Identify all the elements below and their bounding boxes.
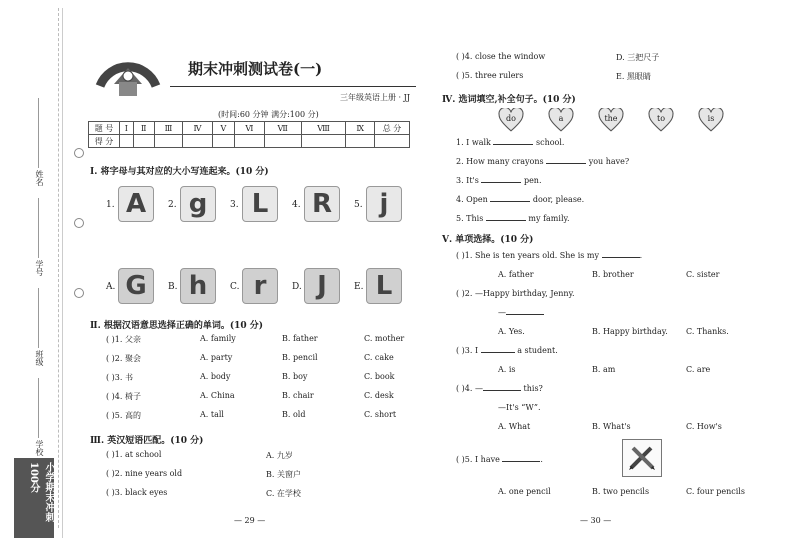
choice-a[interactable]: A. family [200,334,236,343]
fill-sentence [456,176,542,185]
letter-card[interactable]: r [242,268,278,304]
fill-sentence [456,214,570,223]
fill-sentence [456,195,584,204]
score-header-cell: Ⅴ [212,122,234,135]
score-input-cell[interactable] [301,135,346,148]
binding-hole [74,148,84,158]
item-number: 1. [106,200,115,210]
page-number-right: — 30 — [580,516,612,525]
title-rule [170,86,416,87]
word-heart[interactable] [548,108,574,132]
fill-sentence [456,138,564,147]
choice-c[interactable]: C. Thanks. [686,327,729,336]
mc-question [456,384,543,393]
question-end: . [540,455,543,464]
sentence-start: 3. It's [456,176,479,185]
phrase-item: ( )2. nine years old [106,469,183,478]
question-stem: ( )1. 父亲 [106,335,141,344]
binding-hole [74,218,84,228]
name-line [38,98,39,168]
phrase-item: ( )3. black eyes [106,488,168,497]
choice-a[interactable]: A. Yes. [498,327,525,336]
section1-upper-row [106,186,416,226]
word-heart[interactable] [698,108,724,132]
score-input-cell[interactable] [375,135,410,148]
letter-card[interactable]: A [118,186,154,222]
choice-a[interactable]: A. What [498,422,531,431]
score-header-cell: Ⅰ [120,122,134,135]
score-table [88,121,410,148]
phrase-option[interactable]: C. 在学校 [266,489,301,498]
score-value-row [89,135,410,148]
id-line [38,198,39,258]
choice-b[interactable]: B. Happy birthday. [592,327,668,336]
item-number: 3. [230,200,239,210]
choice-c[interactable]: C. are [686,365,711,374]
question-stem: ( )2. —Happy birthday, Jenny. [456,289,575,298]
word-text: to [656,114,666,123]
phrase-item: ( )1. at school [106,450,162,459]
phrase-item: ( )4. close the window [456,52,546,61]
sentence-start: 5. This [456,214,484,223]
choice-b[interactable]: B. old [282,410,306,419]
choice-b[interactable]: B. chair [282,391,314,400]
choice-c[interactable]: C. short [364,410,397,419]
question-end: this? [523,384,543,393]
option-label: C. [230,282,240,292]
score-row-label: 得 分 [89,135,120,148]
item-number: 4. [292,200,301,210]
score-input-cell[interactable] [346,135,375,148]
choice-a[interactable]: A. one pencil [498,487,551,496]
letter-card[interactable]: g [180,186,216,222]
section2-list [106,334,426,429]
dialog-line [498,308,544,317]
answer-blank[interactable] [481,352,515,353]
id-field-label: 学号 [35,260,44,276]
choice-c[interactable]: C. How's [686,422,722,431]
score-header-cell: 总 分 [375,122,410,135]
class-field-label: 班级 [35,350,44,366]
section1-lower-row [106,268,416,308]
score-header-cell: 题 号 [89,122,120,135]
score-input-cell[interactable] [154,135,183,148]
question-end: . [639,251,643,260]
choice-a[interactable]: A. tall [200,410,224,419]
answer-blank[interactable] [506,314,544,315]
choice-a[interactable]: A. body [200,372,231,381]
answer-blank[interactable] [483,390,521,391]
question-stem: ( )3. I [456,346,479,355]
score-header-cell: Ⅶ [264,122,301,135]
section5-list [456,251,776,501]
page-title: 期末冲刺测试卷(一) [188,60,323,78]
choice-c[interactable]: C. desk [364,391,394,400]
brand-text: 小学期末冲刺100分 [28,462,54,522]
section2-heading: Ⅱ. 根据汉语意思选择正确的单词。(10 分) [90,321,264,331]
section3-list [106,450,426,500]
option-label: E. [354,282,364,292]
section3-heading: Ⅲ. 英汉短语匹配。(10 分) [90,436,204,446]
letter-card[interactable]: h [180,268,216,304]
letter-card[interactable]: j [366,186,402,222]
sentence-start: 2. How many crayons [456,157,544,166]
score-header-cell: Ⅸ [346,122,375,135]
score-header-cell: Ⅱ [133,122,154,135]
answer-blank[interactable] [602,257,640,258]
answer-blank[interactable] [490,201,530,202]
sentence-start: 1. I walk [456,138,491,147]
brand-block [14,458,54,538]
question-stem: ( )2. 聚会 [106,354,141,363]
word-text: do [506,114,516,123]
question-stem: ( )5. I have [456,455,500,464]
choice-c[interactable]: C. mother [364,334,405,343]
question-stem: ( )1. She is ten years old. She is my [456,251,600,260]
sentence-end: school. [536,138,565,147]
choice-b[interactable]: B. pencil [282,353,318,362]
time-note: (时间:60 分钟 满分:100 分) [218,110,319,119]
score-header-cell: Ⅷ [301,122,346,135]
school-line [38,378,39,438]
page-number-left: — 29 — [234,516,266,525]
phrase-item: ( )5. three rulers [456,71,524,80]
answer-blank[interactable] [481,182,521,183]
word-text: a [558,114,564,123]
phrase-option[interactable]: E. 黑眼睛 [616,72,651,81]
answer-blank[interactable] [502,461,540,462]
question-stem: ( )3. 书 [106,373,133,382]
choice-b[interactable]: B. am [592,365,616,374]
word-bank [498,108,738,134]
item-number: 2. [168,200,177,210]
sentence-start: 4. Open [456,195,488,204]
word-text: the [604,114,618,123]
grade-label: 三年级英语上册 · JJ [340,93,411,102]
choice-a[interactable]: A. is [498,365,516,374]
mc-question [456,251,642,260]
item-number: 5. [354,200,363,210]
choice-b[interactable]: B. boy [282,372,308,381]
sentence-end: my family. [528,214,570,223]
score-input-cell[interactable] [120,135,134,148]
name-field-label: 姓名 [35,170,44,186]
word-text: is [707,114,715,123]
binding-hole [74,288,84,298]
choice-a[interactable]: A. father [498,270,534,279]
class-line [38,288,39,348]
choice-c[interactable]: C. four pencils [686,487,745,496]
score-header-cell: Ⅳ [183,122,212,135]
score-input-cell[interactable] [235,135,265,148]
score-input-cell[interactable] [183,135,212,148]
choice-b[interactable]: B. brother [592,270,634,279]
phrase-option[interactable]: D. 三把尺子 [616,53,660,62]
question-stem: ( )4. 椅子 [106,392,141,401]
choice-c[interactable]: C. book [364,372,395,381]
option-label: D. [292,282,302,292]
logo-graphic [92,42,164,102]
fill-sentence [456,157,629,166]
answer-blank[interactable] [486,220,526,221]
question-end: a student. [517,346,558,355]
letter-card[interactable]: J [304,268,340,304]
letter-card[interactable]: G [118,268,154,304]
sentence-end: pen. [523,176,542,185]
word-heart[interactable] [498,108,524,132]
choice-a[interactable]: A. China [200,391,235,400]
school-field-label: 学校 [35,440,44,456]
option-label: A. [106,282,116,292]
pencil-icon [623,440,661,476]
letter-card[interactable]: L [366,268,402,304]
mc-question [456,455,543,464]
pencil-picture [622,439,662,477]
word-heart[interactable] [598,108,624,132]
section3-continued [456,52,776,88]
score-header-cell: Ⅵ [235,122,265,135]
section1-heading: Ⅰ. 将字母与其对应的大小写连起来。(10 分) [90,167,269,177]
score-input-cell[interactable] [133,135,154,148]
choice-b[interactable]: B. father [282,334,318,343]
phrase-option[interactable]: B. 关窗户 [266,470,301,479]
mc-question [456,346,558,355]
score-header-row [89,122,410,135]
series-logo [92,42,164,102]
sentence-end: door, please. [532,195,585,204]
answer-blank[interactable] [493,144,533,145]
choice-c[interactable]: C. sister [686,270,720,279]
binding-strip [14,8,63,538]
section5-heading: Ⅴ. 单项选择。(10 分) [442,235,534,245]
choice-c[interactable]: C. cake [364,353,394,362]
section4-heading: Ⅳ. 选词填空,补全句子。(10 分) [442,95,576,105]
choice-a[interactable]: A. party [200,353,233,362]
question-stem: ( )5. 高的 [106,411,141,420]
choice-b[interactable]: B. two pencils [592,487,650,496]
score-input-cell[interactable] [264,135,301,148]
cut-line [58,8,59,528]
dash-text: — [498,308,506,317]
choice-b[interactable]: B. What's [592,422,631,431]
dialog-line: —It's “W”. [498,403,541,412]
score-header-cell: Ⅲ [154,122,183,135]
section4-list [456,138,776,228]
letter-card[interactable]: L [242,186,278,222]
sentence-end: you have? [588,157,630,166]
option-label: B. [168,282,178,292]
word-heart[interactable] [648,108,674,132]
letter-card[interactable]: R [304,186,340,222]
answer-blank[interactable] [546,163,586,164]
question-stem: ( )4. — [456,384,483,393]
score-input-cell[interactable] [212,135,234,148]
phrase-option[interactable]: A. 九岁 [266,451,293,460]
